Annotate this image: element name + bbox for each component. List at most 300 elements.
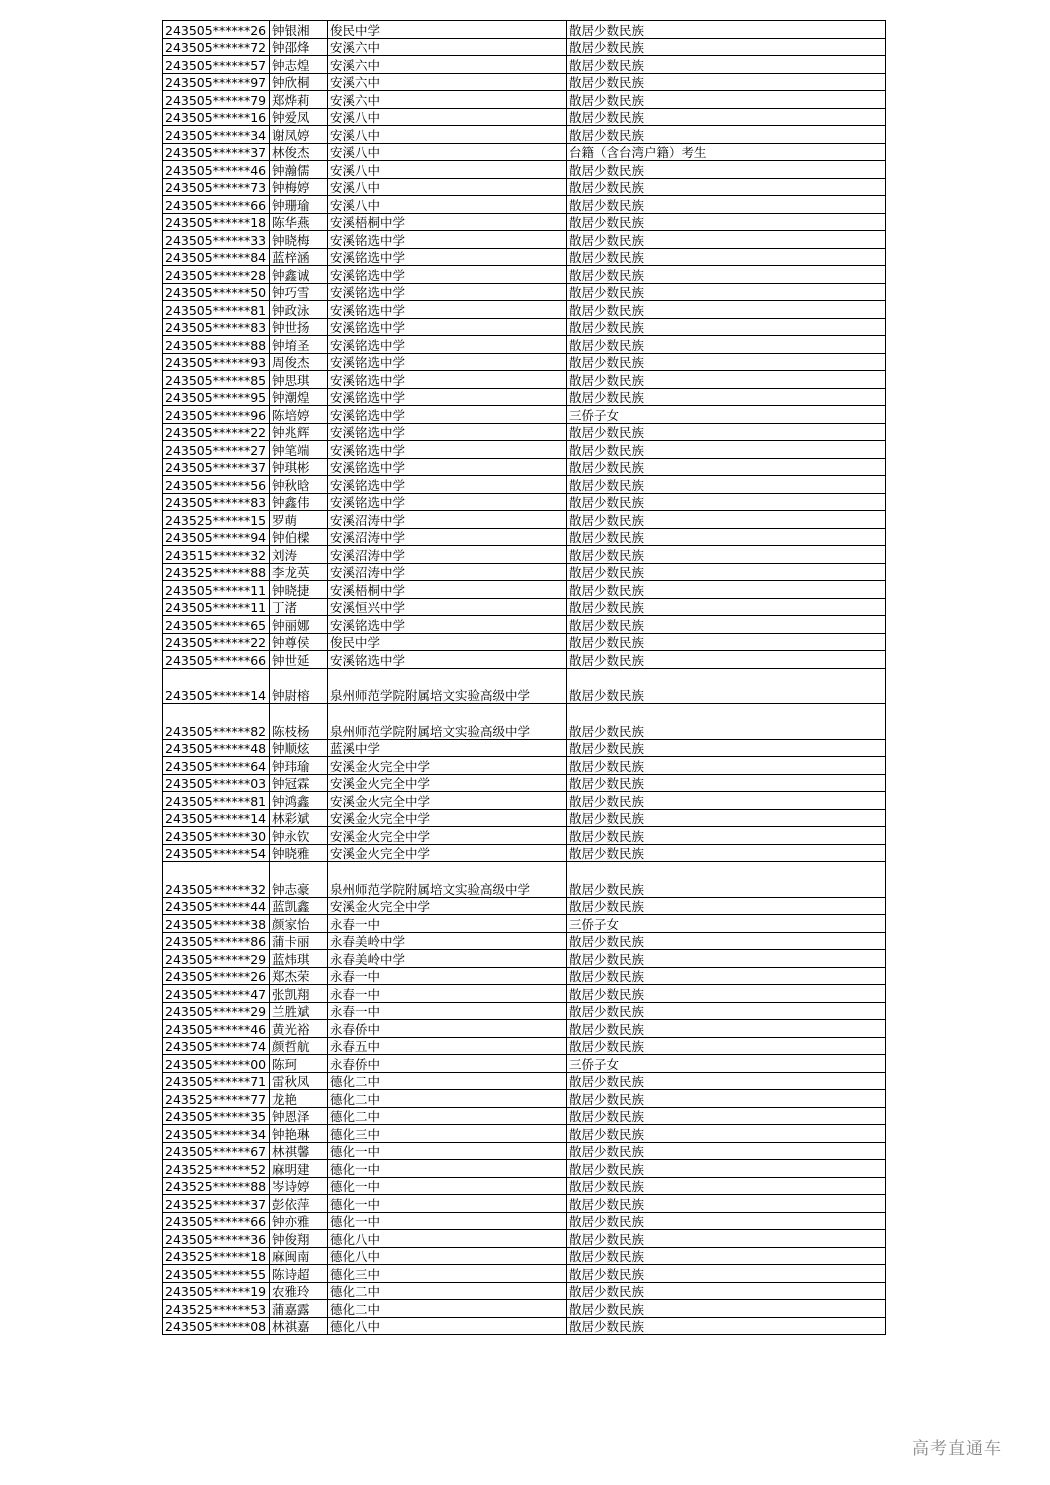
school-cell: 安溪铭选中学 xyxy=(328,406,567,424)
school-cell: 德化一中 xyxy=(328,1195,567,1213)
school-cell: 安溪金火完全中学 xyxy=(328,827,567,845)
school-cell: 永春美岭中学 xyxy=(328,950,567,968)
category-cell: 散居少数民族 xyxy=(567,493,886,511)
name-cell: 钟思琪 xyxy=(270,371,328,389)
name-cell: 钟潮煌 xyxy=(270,388,328,406)
category-cell: 散居少数民族 xyxy=(567,423,886,441)
school-cell: 德化一中 xyxy=(328,1212,567,1230)
table-row xyxy=(163,161,886,179)
category-cell: 散居少数民族 xyxy=(567,283,886,301)
name-cell: 钟政泳 xyxy=(270,301,328,319)
table-row xyxy=(163,757,886,775)
table-row xyxy=(163,213,886,231)
category-cell: 散居少数民族 xyxy=(567,196,886,214)
table-row xyxy=(163,1002,886,1020)
exam-id-cell: 243505******14 xyxy=(163,809,270,827)
exam-id-cell: 243525******52 xyxy=(163,1160,270,1178)
name-cell: 钟伯樑 xyxy=(270,528,328,546)
school-cell: 永春五中 xyxy=(328,1037,567,1055)
exam-id-cell: 243505******30 xyxy=(163,827,270,845)
exam-id-cell: 243505******82 xyxy=(163,704,270,740)
category-cell: 散居少数民族 xyxy=(567,1300,886,1318)
school-cell: 安溪六中 xyxy=(328,38,567,56)
name-cell: 钟晓梅 xyxy=(270,231,328,249)
exam-id-cell: 243525******15 xyxy=(163,511,270,529)
name-cell: 陈珂 xyxy=(270,1055,328,1073)
school-cell: 永春侨中 xyxy=(328,1055,567,1073)
exam-id-cell: 243505******32 xyxy=(163,862,270,898)
table-row xyxy=(163,248,886,266)
table-row xyxy=(163,336,886,354)
school-cell: 德化一中 xyxy=(328,1160,567,1178)
table-row xyxy=(163,581,886,599)
exam-id-cell: 243505******18 xyxy=(163,213,270,231)
exam-id-cell: 243505******26 xyxy=(163,967,270,985)
school-cell: 安溪八中 xyxy=(328,143,567,161)
category-cell: 散居少数民族 xyxy=(567,598,886,616)
name-cell: 林祺馨 xyxy=(270,1142,328,1160)
category-cell: 散居少数民族 xyxy=(567,774,886,792)
name-cell: 陈枝杨 xyxy=(270,704,328,740)
exam-id-cell: 243505******83 xyxy=(163,318,270,336)
name-cell: 钟尊侯 xyxy=(270,633,328,651)
name-cell: 蓝凯鑫 xyxy=(270,897,328,915)
table-row xyxy=(163,915,886,933)
table-row xyxy=(163,126,886,144)
school-cell: 德化一中 xyxy=(328,1142,567,1160)
category-cell: 散居少数民族 xyxy=(567,231,886,249)
category-cell: 散居少数民族 xyxy=(567,1002,886,1020)
category-cell: 散居少数民族 xyxy=(567,73,886,91)
category-cell: 散居少数民族 xyxy=(567,511,886,529)
exam-id-cell: 243505******50 xyxy=(163,283,270,301)
exam-id-cell: 243505******81 xyxy=(163,301,270,319)
table-row xyxy=(163,143,886,161)
name-cell: 麻明建 xyxy=(270,1160,328,1178)
table-row xyxy=(163,1177,886,1195)
table-row xyxy=(163,1230,886,1248)
exam-id-cell: 243505******27 xyxy=(163,441,270,459)
name-cell: 钟鑫诚 xyxy=(270,266,328,284)
table-row xyxy=(163,318,886,336)
name-cell: 罗萌 xyxy=(270,511,328,529)
table-row xyxy=(163,1317,886,1335)
school-cell: 安溪铭选中学 xyxy=(328,283,567,301)
exam-id-cell: 243505******56 xyxy=(163,476,270,494)
school-cell: 安溪金火完全中学 xyxy=(328,757,567,775)
table-row xyxy=(163,668,886,704)
exam-id-cell: 243505******86 xyxy=(163,932,270,950)
school-cell: 德化一中 xyxy=(328,1177,567,1195)
exam-id-cell: 243505******11 xyxy=(163,581,270,599)
category-cell: 散居少数民族 xyxy=(567,1247,886,1265)
exam-id-cell: 243505******97 xyxy=(163,73,270,91)
school-cell: 安溪金火完全中学 xyxy=(328,844,567,862)
category-cell: 散居少数民族 xyxy=(567,1212,886,1230)
exam-id-cell: 243505******81 xyxy=(163,792,270,810)
name-cell: 丁渚 xyxy=(270,598,328,616)
exam-id-cell: 243505******37 xyxy=(163,143,270,161)
category-cell: 三侨子女 xyxy=(567,406,886,424)
table-row xyxy=(163,1020,886,1038)
school-cell: 泉州师范学院附属培文实验高级中学 xyxy=(328,704,567,740)
category-cell: 散居少数民族 xyxy=(567,336,886,354)
name-cell: 农雅玲 xyxy=(270,1282,328,1300)
student-list-table xyxy=(162,20,886,1335)
exam-id-cell: 243505******11 xyxy=(163,598,270,616)
category-cell: 散居少数民族 xyxy=(567,528,886,546)
exam-id-cell: 243505******67 xyxy=(163,1142,270,1160)
category-cell: 散居少数民族 xyxy=(567,1230,886,1248)
category-cell: 散居少数民族 xyxy=(567,967,886,985)
exam-id-cell: 243505******57 xyxy=(163,56,270,74)
category-cell: 散居少数民族 xyxy=(567,844,886,862)
category-cell: 散居少数民族 xyxy=(567,739,886,757)
school-cell: 俊民中学 xyxy=(328,633,567,651)
table-row xyxy=(163,1055,886,1073)
name-cell: 钟珊瑜 xyxy=(270,196,328,214)
category-cell: 散居少数民族 xyxy=(567,546,886,564)
category-cell: 散居少数民族 xyxy=(567,950,886,968)
category-cell: 散居少数民族 xyxy=(567,108,886,126)
school-cell: 安溪沼涛中学 xyxy=(328,546,567,564)
school-cell: 德化二中 xyxy=(328,1072,567,1090)
school-cell: 安溪沼涛中学 xyxy=(328,511,567,529)
table-row xyxy=(163,932,886,950)
exam-id-cell: 243505******33 xyxy=(163,231,270,249)
school-cell: 安溪梧桐中学 xyxy=(328,213,567,231)
category-cell: 散居少数民族 xyxy=(567,704,886,740)
exam-id-cell: 243505******00 xyxy=(163,1055,270,1073)
name-cell: 钟志煌 xyxy=(270,56,328,74)
exam-id-cell: 243505******72 xyxy=(163,38,270,56)
name-cell: 钟冠霖 xyxy=(270,774,328,792)
category-cell: 散居少数民族 xyxy=(567,1037,886,1055)
category-cell: 散居少数民族 xyxy=(567,91,886,109)
school-cell: 永春一中 xyxy=(328,985,567,1003)
category-cell: 散居少数民族 xyxy=(567,441,886,459)
category-cell: 散居少数民族 xyxy=(567,301,886,319)
exam-id-cell: 243505******71 xyxy=(163,1072,270,1090)
school-cell: 泉州师范学院附属培文实验高级中学 xyxy=(328,862,567,898)
category-cell: 散居少数民族 xyxy=(567,476,886,494)
name-cell: 钟晓雅 xyxy=(270,844,328,862)
category-cell: 散居少数民族 xyxy=(567,1072,886,1090)
name-cell: 龙艳 xyxy=(270,1090,328,1108)
table-row xyxy=(163,774,886,792)
name-cell: 蓝梓涵 xyxy=(270,248,328,266)
name-cell: 周俊杰 xyxy=(270,353,328,371)
school-cell: 安溪沼涛中学 xyxy=(328,563,567,581)
name-cell: 李龙英 xyxy=(270,563,328,581)
exam-id-cell: 243505******47 xyxy=(163,985,270,1003)
name-cell: 岑诗婷 xyxy=(270,1177,328,1195)
school-cell: 安溪铭选中学 xyxy=(328,493,567,511)
school-cell: 安溪六中 xyxy=(328,73,567,91)
table-row xyxy=(163,1037,886,1055)
school-cell: 安溪金火完全中学 xyxy=(328,897,567,915)
exam-id-cell: 243505******54 xyxy=(163,844,270,862)
school-cell: 安溪恒兴中学 xyxy=(328,598,567,616)
name-cell: 谢凤婷 xyxy=(270,126,328,144)
exam-id-cell: 243505******22 xyxy=(163,633,270,651)
category-cell: 散居少数民族 xyxy=(567,633,886,651)
school-cell: 永春侨中 xyxy=(328,1020,567,1038)
school-cell: 安溪八中 xyxy=(328,161,567,179)
exam-id-cell: 243505******16 xyxy=(163,108,270,126)
school-cell: 德化三中 xyxy=(328,1265,567,1283)
school-cell: 永春一中 xyxy=(328,1002,567,1020)
table-row xyxy=(163,371,886,389)
category-cell: 散居少数民族 xyxy=(567,56,886,74)
school-cell: 安溪金火完全中学 xyxy=(328,792,567,810)
name-cell: 陈华燕 xyxy=(270,213,328,231)
school-cell: 永春一中 xyxy=(328,915,567,933)
exam-id-cell: 243505******66 xyxy=(163,196,270,214)
school-cell: 安溪铭选中学 xyxy=(328,476,567,494)
name-cell: 钟兆辉 xyxy=(270,423,328,441)
name-cell: 钟艳琳 xyxy=(270,1125,328,1143)
category-cell: 散居少数民族 xyxy=(567,1020,886,1038)
category-cell: 散居少数民族 xyxy=(567,862,886,898)
exam-id-cell: 243505******79 xyxy=(163,91,270,109)
name-cell: 陈培婷 xyxy=(270,406,328,424)
category-cell: 散居少数民族 xyxy=(567,985,886,1003)
name-cell: 钟世扬 xyxy=(270,318,328,336)
school-cell: 安溪八中 xyxy=(328,196,567,214)
school-cell: 安溪铭选中学 xyxy=(328,616,567,634)
table-row xyxy=(163,38,886,56)
table-row xyxy=(163,441,886,459)
exam-id-cell: 243505******14 xyxy=(163,668,270,704)
name-cell: 钟玮瑜 xyxy=(270,757,328,775)
category-cell: 散居少数民族 xyxy=(567,1125,886,1143)
exam-id-cell: 243505******28 xyxy=(163,266,270,284)
school-cell: 永春一中 xyxy=(328,967,567,985)
name-cell: 蓝炜琪 xyxy=(270,950,328,968)
school-cell: 安溪铭选中学 xyxy=(328,441,567,459)
name-cell: 钟丽娜 xyxy=(270,616,328,634)
table-row xyxy=(163,633,886,651)
table-row xyxy=(163,1212,886,1230)
category-cell: 散居少数民族 xyxy=(567,1160,886,1178)
category-cell: 散居少数民族 xyxy=(567,1142,886,1160)
table-row xyxy=(163,1125,886,1143)
table-row xyxy=(163,598,886,616)
table-row xyxy=(163,844,886,862)
category-cell: 散居少数民族 xyxy=(567,1282,886,1300)
table-row xyxy=(163,563,886,581)
school-cell: 德化三中 xyxy=(328,1125,567,1143)
category-cell: 台籍（含台湾户籍）考生 xyxy=(567,143,886,161)
school-cell: 永春美岭中学 xyxy=(328,932,567,950)
table-row xyxy=(163,950,886,968)
school-cell: 安溪六中 xyxy=(328,56,567,74)
category-cell: 三侨子女 xyxy=(567,915,886,933)
name-cell: 雷秋凤 xyxy=(270,1072,328,1090)
table-row xyxy=(163,739,886,757)
table-row xyxy=(163,1072,886,1090)
name-cell: 钟瀚儒 xyxy=(270,161,328,179)
category-cell: 散居少数民族 xyxy=(567,178,886,196)
exam-id-cell: 243505******44 xyxy=(163,897,270,915)
table-row xyxy=(163,196,886,214)
category-cell: 散居少数民族 xyxy=(567,38,886,56)
exam-id-cell: 243505******96 xyxy=(163,406,270,424)
school-cell: 德化二中 xyxy=(328,1107,567,1125)
school-cell: 安溪金火完全中学 xyxy=(328,774,567,792)
exam-id-cell: 243505******29 xyxy=(163,950,270,968)
table-row xyxy=(163,231,886,249)
school-cell: 安溪铭选中学 xyxy=(328,388,567,406)
table-row xyxy=(163,301,886,319)
category-cell: 散居少数民族 xyxy=(567,21,886,39)
table-row xyxy=(163,546,886,564)
table-row xyxy=(163,967,886,985)
table-row xyxy=(163,1090,886,1108)
school-cell: 德化二中 xyxy=(328,1090,567,1108)
table-row xyxy=(163,266,886,284)
table-row xyxy=(163,528,886,546)
exam-id-cell: 243505******66 xyxy=(163,1212,270,1230)
table-row xyxy=(163,862,886,898)
category-cell: 散居少数民族 xyxy=(567,126,886,144)
table-row xyxy=(163,1142,886,1160)
table-row xyxy=(163,388,886,406)
name-cell: 郑杰荣 xyxy=(270,967,328,985)
exam-id-cell: 243525******88 xyxy=(163,1177,270,1195)
name-cell: 钟银湘 xyxy=(270,21,328,39)
name-cell: 钟笔端 xyxy=(270,441,328,459)
name-cell: 林俊杰 xyxy=(270,143,328,161)
exam-id-cell: 243525******77 xyxy=(163,1090,270,1108)
exam-id-cell: 243525******88 xyxy=(163,563,270,581)
exam-id-cell: 243505******64 xyxy=(163,757,270,775)
category-cell: 散居少数民族 xyxy=(567,563,886,581)
table-row xyxy=(163,511,886,529)
category-cell: 散居少数民族 xyxy=(567,1107,886,1125)
school-cell: 安溪八中 xyxy=(328,178,567,196)
school-cell: 安溪铭选中学 xyxy=(328,301,567,319)
name-cell: 钟顺炫 xyxy=(270,739,328,757)
name-cell: 钟巧雪 xyxy=(270,283,328,301)
school-cell: 安溪铭选中学 xyxy=(328,651,567,669)
table-row xyxy=(163,1300,886,1318)
table-row xyxy=(163,423,886,441)
category-cell: 散居少数民族 xyxy=(567,1177,886,1195)
table-row xyxy=(163,476,886,494)
name-cell: 钟堉圣 xyxy=(270,336,328,354)
exam-id-cell: 243505******65 xyxy=(163,616,270,634)
exam-id-cell: 243505******84 xyxy=(163,248,270,266)
category-cell: 散居少数民族 xyxy=(567,1090,886,1108)
name-cell: 钟欣桐 xyxy=(270,73,328,91)
school-cell: 安溪铭选中学 xyxy=(328,231,567,249)
name-cell: 麻闽南 xyxy=(270,1247,328,1265)
table-row xyxy=(163,283,886,301)
school-cell: 安溪铭选中学 xyxy=(328,458,567,476)
exam-id-cell: 243505******37 xyxy=(163,458,270,476)
table-row xyxy=(163,1282,886,1300)
school-cell: 德化八中 xyxy=(328,1247,567,1265)
school-cell: 安溪铭选中学 xyxy=(328,371,567,389)
exam-id-cell: 243505******95 xyxy=(163,388,270,406)
table-row xyxy=(163,1195,886,1213)
school-cell: 安溪沼涛中学 xyxy=(328,528,567,546)
table-row xyxy=(163,406,886,424)
table-row xyxy=(163,73,886,91)
exam-id-cell: 243505******35 xyxy=(163,1107,270,1125)
name-cell: 颜哲航 xyxy=(270,1037,328,1055)
name-cell: 黄光裕 xyxy=(270,1020,328,1038)
school-cell: 安溪金火完全中学 xyxy=(328,809,567,827)
name-cell: 钟爱凤 xyxy=(270,108,328,126)
table-row xyxy=(163,353,886,371)
name-cell: 林彩斌 xyxy=(270,809,328,827)
school-cell: 蓝溪中学 xyxy=(328,739,567,757)
table-row xyxy=(163,827,886,845)
exam-id-cell: 243505******34 xyxy=(163,126,270,144)
exam-id-cell: 243525******53 xyxy=(163,1300,270,1318)
category-cell: 三侨子女 xyxy=(567,1055,886,1073)
exam-id-cell: 243505******22 xyxy=(163,423,270,441)
name-cell: 钟永钦 xyxy=(270,827,328,845)
table-row xyxy=(163,616,886,634)
school-cell: 安溪铭选中学 xyxy=(328,423,567,441)
category-cell: 散居少数民族 xyxy=(567,266,886,284)
school-cell: 德化八中 xyxy=(328,1230,567,1248)
category-cell: 散居少数民族 xyxy=(567,651,886,669)
table-row xyxy=(163,704,886,740)
name-cell: 兰胜斌 xyxy=(270,1002,328,1020)
name-cell: 钟秋晗 xyxy=(270,476,328,494)
name-cell: 蒲卡丽 xyxy=(270,932,328,950)
category-cell: 散居少数民族 xyxy=(567,897,886,915)
name-cell: 郑烨莉 xyxy=(270,91,328,109)
name-cell: 张凯翔 xyxy=(270,985,328,1003)
category-cell: 散居少数民族 xyxy=(567,458,886,476)
exam-id-cell: 243505******03 xyxy=(163,774,270,792)
school-cell: 安溪八中 xyxy=(328,108,567,126)
table-row xyxy=(163,91,886,109)
school-cell: 安溪梧桐中学 xyxy=(328,581,567,599)
name-cell: 钟尉榕 xyxy=(270,668,328,704)
school-cell: 俊民中学 xyxy=(328,21,567,39)
category-cell: 散居少数民族 xyxy=(567,318,886,336)
school-cell: 德化八中 xyxy=(328,1317,567,1335)
category-cell: 散居少数民族 xyxy=(567,792,886,810)
name-cell: 彭依萍 xyxy=(270,1195,328,1213)
category-cell: 散居少数民族 xyxy=(567,353,886,371)
school-cell: 安溪八中 xyxy=(328,126,567,144)
exam-id-cell: 243505******83 xyxy=(163,493,270,511)
school-cell: 安溪铭选中学 xyxy=(328,248,567,266)
exam-id-cell: 243505******36 xyxy=(163,1230,270,1248)
category-cell: 散居少数民族 xyxy=(567,827,886,845)
name-cell: 钟琪彬 xyxy=(270,458,328,476)
table-body xyxy=(163,21,886,1335)
exam-id-cell: 243505******19 xyxy=(163,1282,270,1300)
name-cell: 蒲嘉露 xyxy=(270,1300,328,1318)
category-cell: 散居少数民族 xyxy=(567,668,886,704)
school-cell: 安溪六中 xyxy=(328,91,567,109)
exam-id-cell: 243525******18 xyxy=(163,1247,270,1265)
table-row xyxy=(163,1265,886,1283)
table-row xyxy=(163,1107,886,1125)
category-cell: 散居少数民族 xyxy=(567,371,886,389)
exam-id-cell: 243505******46 xyxy=(163,1020,270,1038)
exam-id-cell: 243505******48 xyxy=(163,739,270,757)
